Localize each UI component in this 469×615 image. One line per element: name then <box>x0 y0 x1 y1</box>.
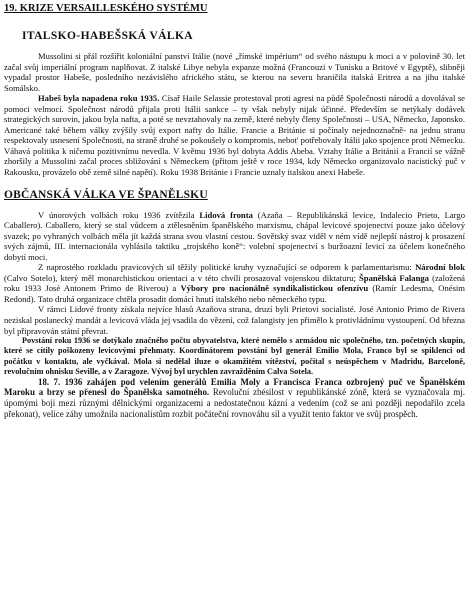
section-title-spanish-civil-war: OBČANSKÁ VÁLKA VE ŠPANĚLSKU <box>4 188 208 201</box>
text-run: Revoluční zbésilost v republikánské zóně, která se vyznačovala mj. úpomými boji mezi různými dělnickými organizacemi a nedostatečnou kázní a vedením (což se ani později nepodařilo zcela překonat), velice záhy umožnila nacionalistům rozbít počáteční rovnováhu sil a využít tento faktor ve svůj prospěch. <box>4 387 465 419</box>
bold-lead: Habeš byla napadena roku 1935. <box>38 93 160 104</box>
bold-term: Lidová fronta <box>199 209 253 220</box>
paragraph-elections-result: V rámci Lidové fronty získala nejvíce hlasů Azaňova strana, druzí byli Prietovi socialisté. José Antonio Primo de Rivera neziskal poslanecký mandát a levicová vláda jej vsadila do vězení, což falangisty jen přimělo k protivládnímu vystoupení. Od března byl připravován státní převrat. <box>4 304 465 336</box>
text-run: (založená roku 1933 José Antonem Primo de Riverou) a <box>4 272 465 294</box>
chapter-title: 19. KRIZE VERSAILLESKÉHO SYSTÉMU <box>4 3 208 14</box>
section-title-italy-abyssinia: ITALSKO-HABEŠSKÁ VÁLKA <box>22 30 194 42</box>
paragraph-uprising-1936: Povstání roku 1936 se dotýkalo značného počtu obyvatelstva, které nemělo s armádou nic společného, tzn. početných skupin, které se cítily poškozeny levicovými přehmaty. Koordinátorem povstání byl generál Emilio Mola, Franco byl se spiklenci od počátku v kontaktu, ale vyčkával. Mola si nedělal iluze o okamžitém vítězství, počítal s neúspěchem v Madridu, Barceloně, revolučním ohnisku Seville, a v Zaragoze. Vývoj byl urychlen zavražděním Calva Sotela. <box>4 336 465 376</box>
text-run: V únorových volbách roku 1936 zvítězila <box>38 209 200 220</box>
bold-term: Španělská Falanga <box>359 272 429 283</box>
bold-term: Národní blok <box>415 262 465 273</box>
bold-lead: 18. 7. 1936 zahájen pod velením generálů Emilia Moly a Francisca Franca ozbrojený puč ve Španělském Maroku a brzy se přenesl do Španělska samotného. <box>4 376 465 398</box>
document-page <box>4 2 465 419</box>
text-run: (Ramír Ledesma, Onésim Redond). Tato druhá organizace chtěla prosadit domácí hnutí italského nebo německého typu. <box>4 283 465 304</box>
paragraph-abyssinia-attack <box>4 93 465 177</box>
paragraph-popular-front <box>4 210 465 263</box>
paragraph-mussolini: Mussolini si přál rozšířit koloniální panství Itálie (nové „římské impérium“ od svého nástupu k moci a v polovině 30. let začal svůj imperiální program naplňovat. Z italské Libye nebyla expanze možná (Francouzi v Tunisku a Britové v Egyptě), slibněji vypadal prostor Habeše, posledního nezávislého afrického státu, se kterou na severu hraničila italská Eritrea a na jihu italské Somálsko. <box>4 51 465 93</box>
text-run: (Calvo Sotelo), který měl monarchistickou orientaci a v této chvíli prosazoval vojenskou diktaturu; <box>4 272 360 283</box>
text-run: Z naprostého rozkladu pravicových sil těžily politické kruhy vyznačující se odporem k parlamentarismu: <box>38 262 416 273</box>
paragraph-right-wing <box>4 262 465 304</box>
text-run: (Azaňa – Republikánská levice, Indalecio Prieto, Largo Caballero). Caballero, který se stal vůdcem a ztělesněním španělského marxismu, chápal levicové spojenectví pouze jako účelový svazek; po vyhraných volbách měla jít každá strana svou vlastní cestou. Sovětský svaz viděl v ném vídě nejlepší nástroj k prosazení svých zájmů, III. internacionála vyhlásila taktiku „trojského koně“: volební spojenectví s buržoazní levicí za účelem konečného dobytí moci. <box>4 209 465 262</box>
paragraph-coup-18-july <box>4 377 465 419</box>
bold-term: Výbory pro nacionálně syndikalistickou ofenzívu <box>180 283 369 294</box>
paragraph-text: Císař Haile Selassie protestoval proti agresi na půdě Společnosti národů a dovolával se pomoci velmocí. Společnost národů přijala proti Itálii sankce – ty však nebyly nijak účinné. Především se netýkaly dodávek strategických surovin, jakou byla nafta, a poté se nevztahovaly na země, které nebyly členy Společnosti – USA, Německo, Japonsko. Americané také během války zvýšily svůj export nafty do Itálie. Francie a Británie si počínaly nejednoznačně- na jednu stranu respektovaly usnesení Společnosti, na straně druhé se pokoušely o kompromis, nebot' potřebovaly Itálii jako spojence proti Německu. Váhavá politika k ničemu pozitivnímu nevedla. V květnu 1936 byl dobyta Addis Abeba. Vztahy Itálie a Británií a Francií se vážně zhoršily a Mussolini začal proces sbližování s Německem (přitom ještě v roce 1934, kdy Německo organizovalo nacistický puč v Rakousku, provázelo obě země silné napětí). Roku 1938 Británie i Francie uznaly italskou anexi Habeše. <box>4 93 465 178</box>
